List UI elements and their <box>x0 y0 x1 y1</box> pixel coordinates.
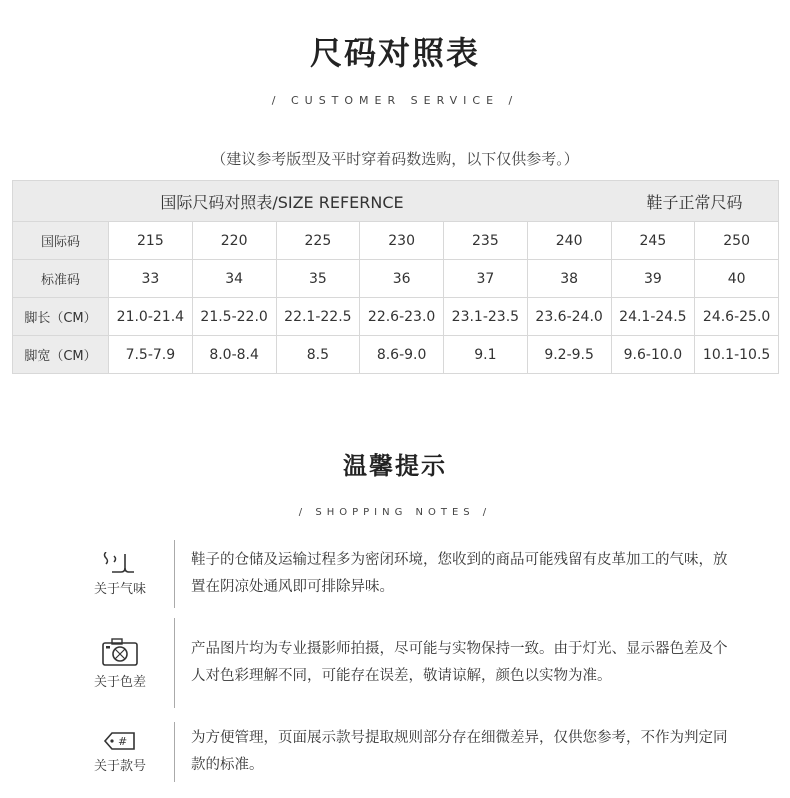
table-cell: 245 <box>611 222 695 260</box>
page-title: 尺码对照表 <box>309 34 480 72</box>
tip-text: 鞋子的仓储及运输过程多为密闭环境，您收到的商品可能残留有皮革加工的气味，放置在阴凉处通风即可排除异味。 <box>191 552 728 595</box>
svg-text:#: # <box>118 734 128 748</box>
tips-subtitle: / SHOPPING NOTES / <box>298 507 492 518</box>
tip-label: 关于款号 <box>93 758 146 774</box>
table-cell: 8.5 <box>276 336 360 374</box>
size-table-header <box>13 181 779 222</box>
divider <box>174 540 175 608</box>
page-subtitle: / CUSTOMER SERVICE / <box>271 94 519 107</box>
table-cell: 40 <box>695 260 779 298</box>
tip-label: 关于色差 <box>93 674 146 690</box>
tip-item-smell <box>80 540 780 608</box>
row-label: 标准码 <box>13 260 109 298</box>
table-cell: 23.6-24.0 <box>527 298 611 336</box>
tip-label: 关于气味 <box>93 581 146 597</box>
table-cell: 24.6-25.0 <box>695 298 779 336</box>
table-cell: 250 <box>695 222 779 260</box>
size-table-heading: 国际尺码对照表/SIZE REFERNCE <box>13 181 612 222</box>
table-cell: 22.1-22.5 <box>276 298 360 336</box>
table-cell: 22.6-23.0 <box>360 298 444 336</box>
table-cell: 39 <box>611 260 695 298</box>
table-cell: 8.0-8.4 <box>192 336 276 374</box>
size-table-heading-right: 鞋子正常尺码 <box>611 181 779 222</box>
table-row <box>13 336 779 374</box>
table-cell: 34 <box>192 260 276 298</box>
table-cell: 36 <box>360 260 444 298</box>
table-row <box>13 260 779 298</box>
table-cell: 21.5-22.0 <box>192 298 276 336</box>
table-cell: 24.1-24.5 <box>611 298 695 336</box>
camera-icon <box>101 637 139 667</box>
tip-item-color <box>80 618 780 708</box>
table-row <box>13 298 779 336</box>
table-cell: 10.1-10.5 <box>695 336 779 374</box>
tips-title: 温馨提示 <box>343 452 447 480</box>
table-row <box>13 222 779 260</box>
tag-icon <box>103 731 137 751</box>
divider <box>174 618 175 708</box>
table-cell: 7.5-7.9 <box>109 336 193 374</box>
tip-text: 产品图片均为专业摄影师拍摄，尽可能与实物保持一致。由于灯光、显示器色差及个人对色彩理解不同，可能存在误差，敬请谅解，颜色以实物为准。 <box>191 641 728 684</box>
reference-note: （建议参考版型及平时穿着码数选购，以下仅供参考。） <box>211 150 579 168</box>
row-label: 脚宽（CM） <box>13 336 109 374</box>
row-label: 脚长（CM） <box>13 298 109 336</box>
tip-text: 为方便管理，页面展示款号提取规则部分存在细微差异，仅供您参考，不作为判定同款的标准。 <box>191 730 728 773</box>
size-table <box>12 180 779 374</box>
smell-icon <box>103 552 137 574</box>
row-label: 国际码 <box>13 222 109 260</box>
table-cell: 8.6-9.0 <box>360 336 444 374</box>
table-cell: 9.1 <box>444 336 528 374</box>
table-cell: 9.6-10.0 <box>611 336 695 374</box>
table-cell: 230 <box>360 222 444 260</box>
table-cell: 220 <box>192 222 276 260</box>
table-cell: 23.1-23.5 <box>444 298 528 336</box>
table-cell: 37 <box>444 260 528 298</box>
table-cell: 33 <box>109 260 193 298</box>
table-cell: 235 <box>444 222 528 260</box>
table-cell: 35 <box>276 260 360 298</box>
table-cell: 9.2-9.5 <box>527 336 611 374</box>
table-cell: 38 <box>527 260 611 298</box>
tips-list <box>80 540 780 782</box>
table-cell: 215 <box>109 222 193 260</box>
table-cell: 225 <box>276 222 360 260</box>
table-cell: 240 <box>527 222 611 260</box>
tip-item-model <box>80 722 780 782</box>
divider <box>174 722 175 782</box>
table-cell: 21.0-21.4 <box>109 298 193 336</box>
